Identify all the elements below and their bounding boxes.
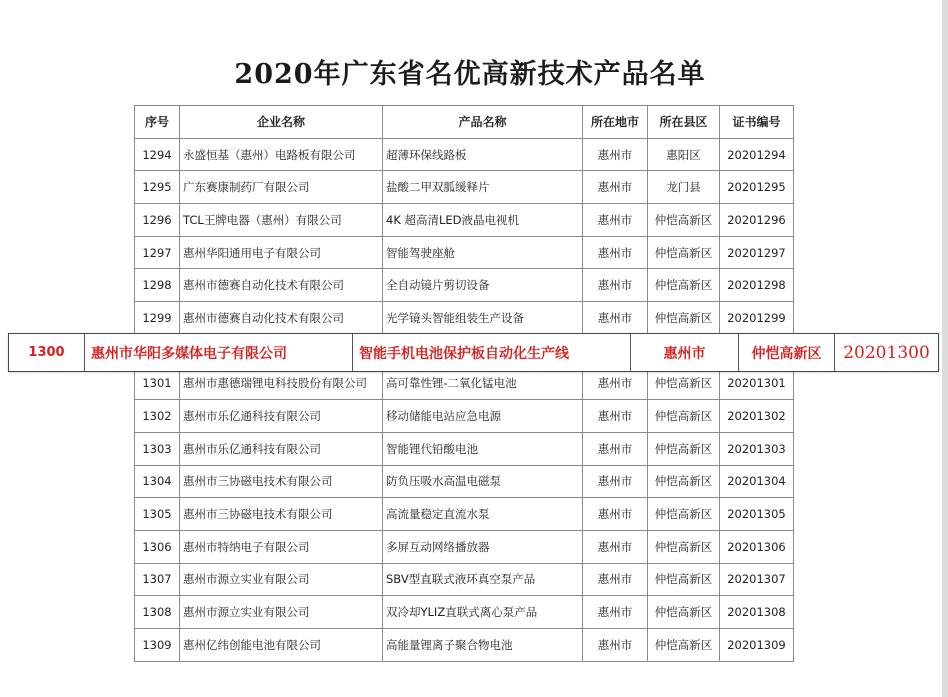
cell-company: 惠州市乐亿通科技有限公司 xyxy=(180,432,383,465)
cell-city: 惠州市 xyxy=(583,138,648,171)
cell-product: 4K 超高清LED液晶电视机 xyxy=(383,204,583,237)
header-county: 所在县区 xyxy=(648,106,720,139)
cell-city: 惠州市 xyxy=(583,367,648,400)
cell-cert: 20201309 xyxy=(720,629,794,662)
cell-seq: 1295 xyxy=(135,171,180,204)
table-row xyxy=(135,236,794,269)
cell-cert: 20201305 xyxy=(720,498,794,531)
cell-city: 惠州市 xyxy=(583,563,648,596)
cell-company: 惠州市三协磁电技术有限公司 xyxy=(180,465,383,498)
cell-seq: 1309 xyxy=(135,629,180,662)
cell-county: 仲恺高新区 xyxy=(648,367,720,400)
cell-county: 仲恺高新区 xyxy=(648,432,720,465)
cell-product: 多屏互动网络播放器 xyxy=(383,530,583,563)
cell-city: 惠州市 xyxy=(583,432,648,465)
highlight-cert: 20201300 xyxy=(843,342,930,363)
cell-product: 双冷却YLIZ直联式离心泵产品 xyxy=(383,596,583,629)
cell-company: 惠州亿纬创能电池有限公司 xyxy=(180,629,383,662)
cell-company: TCL王牌电器（惠州）有限公司 xyxy=(180,204,383,237)
highlight-company: 惠州市华阳多媒体电子有限公司 xyxy=(85,334,353,371)
cell-county: 仲恺高新区 xyxy=(648,465,720,498)
cell-seq: 1306 xyxy=(135,530,180,563)
table-row xyxy=(135,596,794,629)
header-product: 产品名称 xyxy=(383,106,583,139)
cell-company: 惠州市源立实业有限公司 xyxy=(180,596,383,629)
cell-product: 高可靠性锂-二氧化锰电池 xyxy=(383,367,583,400)
cell-product: 超薄环保线路板 xyxy=(383,138,583,171)
cell-city: 惠州市 xyxy=(583,629,648,662)
cell-company: 惠州市惠德瑞锂电科技股份有限公司 xyxy=(180,367,383,400)
cell-company: 惠州市特纳电子有限公司 xyxy=(180,530,383,563)
cell-city: 惠州市 xyxy=(583,498,648,531)
cell-company: 惠州市源立实业有限公司 xyxy=(180,563,383,596)
cell-company: 惠州市乐亿通科技有限公司 xyxy=(180,400,383,433)
table-row xyxy=(135,498,794,531)
cell-seq: 1301 xyxy=(135,367,180,400)
cell-product: 智能锂代铅酸电池 xyxy=(383,432,583,465)
highlight-city: 惠州市 xyxy=(631,334,739,371)
page-edge-shadow xyxy=(942,0,948,697)
highlight-county: 仲恺高新区 xyxy=(739,334,835,371)
cell-product: 防负压吸水高温电磁泵 xyxy=(383,465,583,498)
cell-seq: 1303 xyxy=(135,432,180,465)
cell-county: 仲恺高新区 xyxy=(648,236,720,269)
cell-city: 惠州市 xyxy=(583,269,648,302)
cell-company: 惠州市德赛自动化技术有限公司 xyxy=(180,302,383,335)
cell-city: 惠州市 xyxy=(583,596,648,629)
cell-product: 盐酸二甲双胍缓释片 xyxy=(383,171,583,204)
cell-cert: 20201306 xyxy=(720,530,794,563)
header-city: 所在地市 xyxy=(583,106,648,139)
cell-cert: 20201304 xyxy=(720,465,794,498)
table-row xyxy=(135,204,794,237)
cell-cert: 20201294 xyxy=(720,138,794,171)
cell-seq: 1304 xyxy=(135,465,180,498)
table-row xyxy=(135,138,794,171)
cell-county: 惠阳区 xyxy=(648,138,720,171)
cell-county: 仲恺高新区 xyxy=(648,498,720,531)
highlight-product: 智能手机电池保护板自动化生产线 xyxy=(353,334,631,371)
cell-product: 高能量锂离子聚合物电池 xyxy=(383,629,583,662)
table-row xyxy=(135,563,794,596)
table-row xyxy=(135,465,794,498)
cell-county: 仲恺高新区 xyxy=(648,302,720,335)
cell-county: 仲恺高新区 xyxy=(648,269,720,302)
cell-county: 仲恺高新区 xyxy=(648,629,720,662)
cell-product: 移动储能电站应急电源 xyxy=(383,400,583,433)
cell-city: 惠州市 xyxy=(583,171,648,204)
cell-cert: 20201296 xyxy=(720,204,794,237)
cell-city: 惠州市 xyxy=(583,302,648,335)
cell-seq: 1294 xyxy=(135,138,180,171)
cell-seq: 1299 xyxy=(135,302,180,335)
cell-county: 仲恺高新区 xyxy=(648,530,720,563)
cell-seq: 1297 xyxy=(135,236,180,269)
cell-seq: 1298 xyxy=(135,269,180,302)
cell-product: 智能驾驶座舱 xyxy=(383,236,583,269)
table-row xyxy=(135,302,794,335)
cell-cert: 20201295 xyxy=(720,171,794,204)
cell-product: 光学镜头智能组装生产设备 xyxy=(383,302,583,335)
cell-seq: 1302 xyxy=(135,400,180,433)
cell-cert: 20201301 xyxy=(720,367,794,400)
header-seq: 序号 xyxy=(135,106,180,139)
highlight-seq: 1300 xyxy=(9,334,85,371)
cell-seq: 1307 xyxy=(135,563,180,596)
header-company: 企业名称 xyxy=(180,106,383,139)
cell-product: SBV型直联式液环真空泵产品 xyxy=(383,563,583,596)
product-list-table xyxy=(134,105,794,662)
table-row xyxy=(135,530,794,563)
cell-cert: 20201298 xyxy=(720,269,794,302)
cell-county: 龙门县 xyxy=(648,171,720,204)
table-row xyxy=(135,171,794,204)
cell-company: 广东赛康制药厂有限公司 xyxy=(180,171,383,204)
cell-county: 仲恺高新区 xyxy=(648,596,720,629)
cell-company: 惠州市三协磁电技术有限公司 xyxy=(180,498,383,531)
table-row xyxy=(135,269,794,302)
cell-county: 仲恺高新区 xyxy=(648,400,720,433)
cell-cert: 20201299 xyxy=(720,302,794,335)
cell-city: 惠州市 xyxy=(583,236,648,269)
cell-cert: 20201307 xyxy=(720,563,794,596)
cell-seq: 1296 xyxy=(135,204,180,237)
cell-cert: 20201308 xyxy=(720,596,794,629)
table-header-row xyxy=(135,106,794,139)
table-row xyxy=(135,432,794,465)
cell-product: 高流量稳定直流水泵 xyxy=(383,498,583,531)
cell-county: 仲恺高新区 xyxy=(648,204,720,237)
cell-city: 惠州市 xyxy=(583,465,648,498)
header-cert: 证书编号 xyxy=(720,106,794,139)
page-title: 2020年广东省名优高新技术产品名单 xyxy=(234,59,706,90)
cell-product: 全自动镜片剪切设备 xyxy=(383,269,583,302)
cell-company: 惠州华阳通用电子有限公司 xyxy=(180,236,383,269)
cell-seq: 1305 xyxy=(135,498,180,531)
table-row xyxy=(135,400,794,433)
cell-company: 永盛恒基（惠州）电路板有限公司 xyxy=(180,138,383,171)
table-row xyxy=(135,629,794,662)
cell-city: 惠州市 xyxy=(583,204,648,237)
cell-company: 惠州市德赛自动化技术有限公司 xyxy=(180,269,383,302)
cell-seq: 1308 xyxy=(135,596,180,629)
cell-city: 惠州市 xyxy=(583,530,648,563)
cell-cert: 20201303 xyxy=(720,432,794,465)
cell-county: 仲恺高新区 xyxy=(648,563,720,596)
cell-cert: 20201297 xyxy=(720,236,794,269)
highlighted-row xyxy=(8,333,939,372)
cell-cert: 20201302 xyxy=(720,400,794,433)
cell-city: 惠州市 xyxy=(583,400,648,433)
